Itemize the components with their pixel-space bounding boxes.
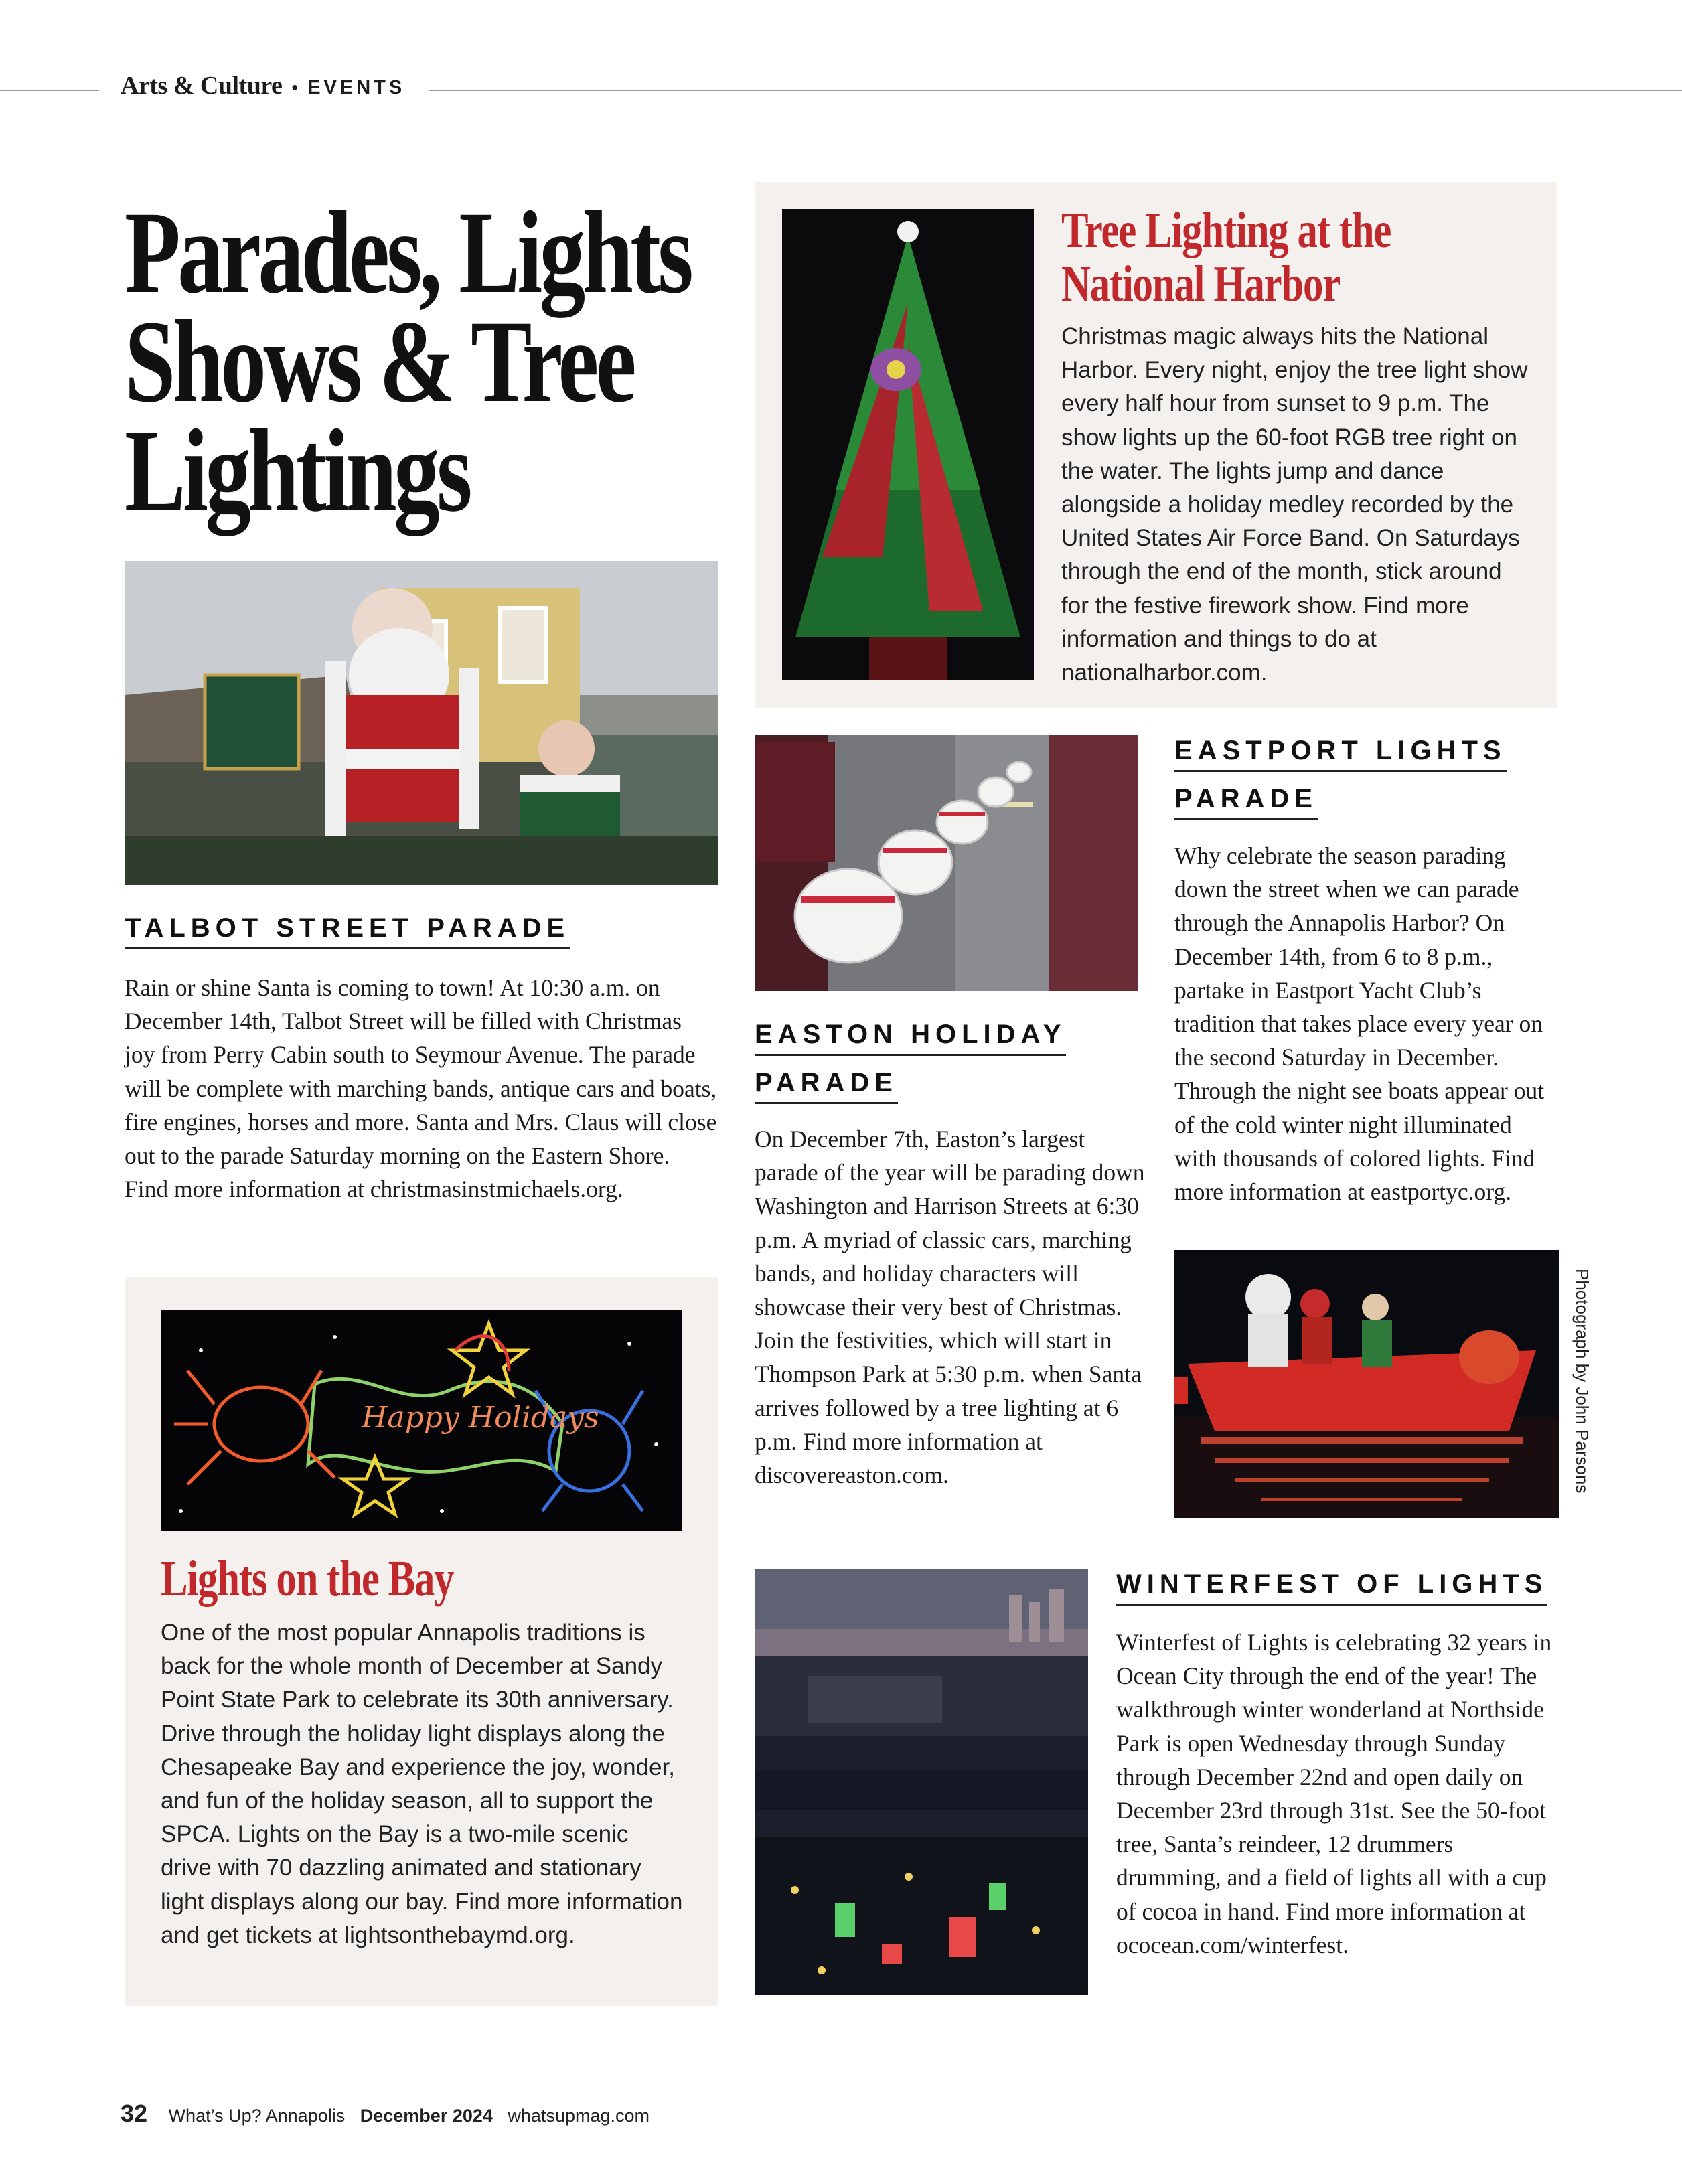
page-footer <box>121 2100 649 2128</box>
winterfest-aerial-photo <box>755 1569 1088 1995</box>
footer-issue: December 2024 <box>360 2106 493 2126</box>
eastport-body: Why celebrate the season parading down the street when we can parade through the Annapolis Harbor? On December 14th, from 6 to 8 p.m., partake in Eastport Yacht Club’s tradition that takes place every year on the second Saturday in December. Through the night see boats appear out of the cold winter night illuminated with thousands of colored lights. Find more information at eastportyc.org. <box>1174 842 1545 1206</box>
page-title <box>125 187 691 536</box>
eastport-heading-line-2: PARADE <box>1174 779 1318 820</box>
easton-body: On December 7th, Easton’s largest parade of the year will be parading down Washington and Harrison Streets at 6:30 p.m. A myriad of classic cars, marching bands, and holiday characters will showcase their very best of Christmas. Join the festivities, which will start in Thompson Park at 5:30 p.m. when Santa arrives followed by a tree lighting at 6 p.m. Find more information at discovereaston.com. <box>755 1125 1145 1489</box>
winterfest-heading-text: WINTERFEST OF LIGHTS <box>1116 1565 1547 1606</box>
lights-bay-body: One of the most popular Annapolis traditions is back for the whole month of December at Sandy Point State Park to celebrate its 30th anniversary. Drive through the holiday light displays along the Chesapeake Bay and experience the joy, wonder, and fun of the holiday season, all to support the SPCA. Lights on the Bay is a two-mile scenic drive with 70 dazzling animated and stationary light displays along our bay. Find more information and get tickets at lightsonthebaymd.org. <box>161 1620 683 1948</box>
tree-lighting-heading <box>1061 204 1391 311</box>
santa-parade-photo <box>125 561 718 885</box>
sign-text: Happy Holidays <box>362 1401 599 1435</box>
eastport-boat-photo <box>1174 1250 1559 1518</box>
tree-lighting-heading-line-2: National Harbor <box>1061 256 1341 312</box>
section-label: Arts & Culture <box>121 72 283 100</box>
easton-heading-line-1: EASTON HOLIDAY <box>755 1015 1066 1056</box>
page-title-line-1: Parades, Lights <box>125 187 691 318</box>
header-rule-left <box>0 90 99 91</box>
easton-heading-line-2: PARADE <box>755 1063 898 1104</box>
eastport-heading-line-1: EASTPORT LIGHTS <box>1174 731 1507 772</box>
page-number: 32 <box>121 2100 148 2127</box>
tree-lighting-heading-line-1: Tree Lighting at the <box>1061 202 1391 258</box>
happy-holidays-lights-photo <box>161 1310 682 1531</box>
section-header <box>121 71 405 100</box>
easton-drummers-photo <box>755 735 1138 991</box>
footer-website: whatsupmag.com <box>508 2106 650 2126</box>
section-subtitle: EVENTS <box>307 77 406 98</box>
tree-lighting-photo <box>782 209 1034 680</box>
lights-bay-heading: Lights on the Bay <box>161 1551 454 1607</box>
header-rule-right <box>429 90 1682 91</box>
footer-magazine: What’s Up? Annapolis <box>168 2106 346 2126</box>
tree-lighting-body: Christmas magic always hits the National Harbor. Every night, enjoy the tree light show every half hour from sunset to 9 p.m. The show lights up the 60-foot RGB tree right on the water. The lights jump and dance alongside a holiday medley recorded by the United States Air Force Band. On Saturdays through the end of the month, stick around for the festive firework show. Find more information and things to do at nationalharbor.com. <box>1061 323 1528 686</box>
winterfest-heading <box>1116 1560 1585 1608</box>
talbot-body: Rain or shine Santa is coming to town! At 10:30 a.m. on December 14th, Talbot Street will be filled with Christmas joy from Perry Cabin south to Seymour Avenue. The parade will be complete with marching bands, antique cars and boats, fire engines, horses and more. Santa and Mrs. Claus will close out to the parade Saturday morning on the Eastern Shore. Find more information at christmasinstmichaels.org. <box>125 974 717 1203</box>
eastport-heading <box>1174 726 1643 823</box>
talbot-heading <box>125 904 727 952</box>
page-title-line-2: Shows & Tree <box>125 297 633 427</box>
photo-credit: Photograph by John Parsons <box>1572 1269 1592 1494</box>
winterfest-body: Winterfest of Lights is celebrating 32 years in Ocean City through the end of the year! The walkthrough winter wonderland at Northside Park is open Wednesday through Sunday through December 22nd and open daily on December 23rd through 31st. See the 50-foot tree, Santa’s reindeer, 12 drummers drumming, and a field of lights all with a cup of cocoa in hand. Find more information at ococean.com/winterfest. <box>1116 1629 1552 1958</box>
page-title-line-3: Lightings <box>125 406 469 536</box>
talbot-heading-text: TALBOT STREET PARADE <box>125 909 570 949</box>
section-separator: • <box>291 77 299 98</box>
easton-heading <box>755 1010 1156 1107</box>
